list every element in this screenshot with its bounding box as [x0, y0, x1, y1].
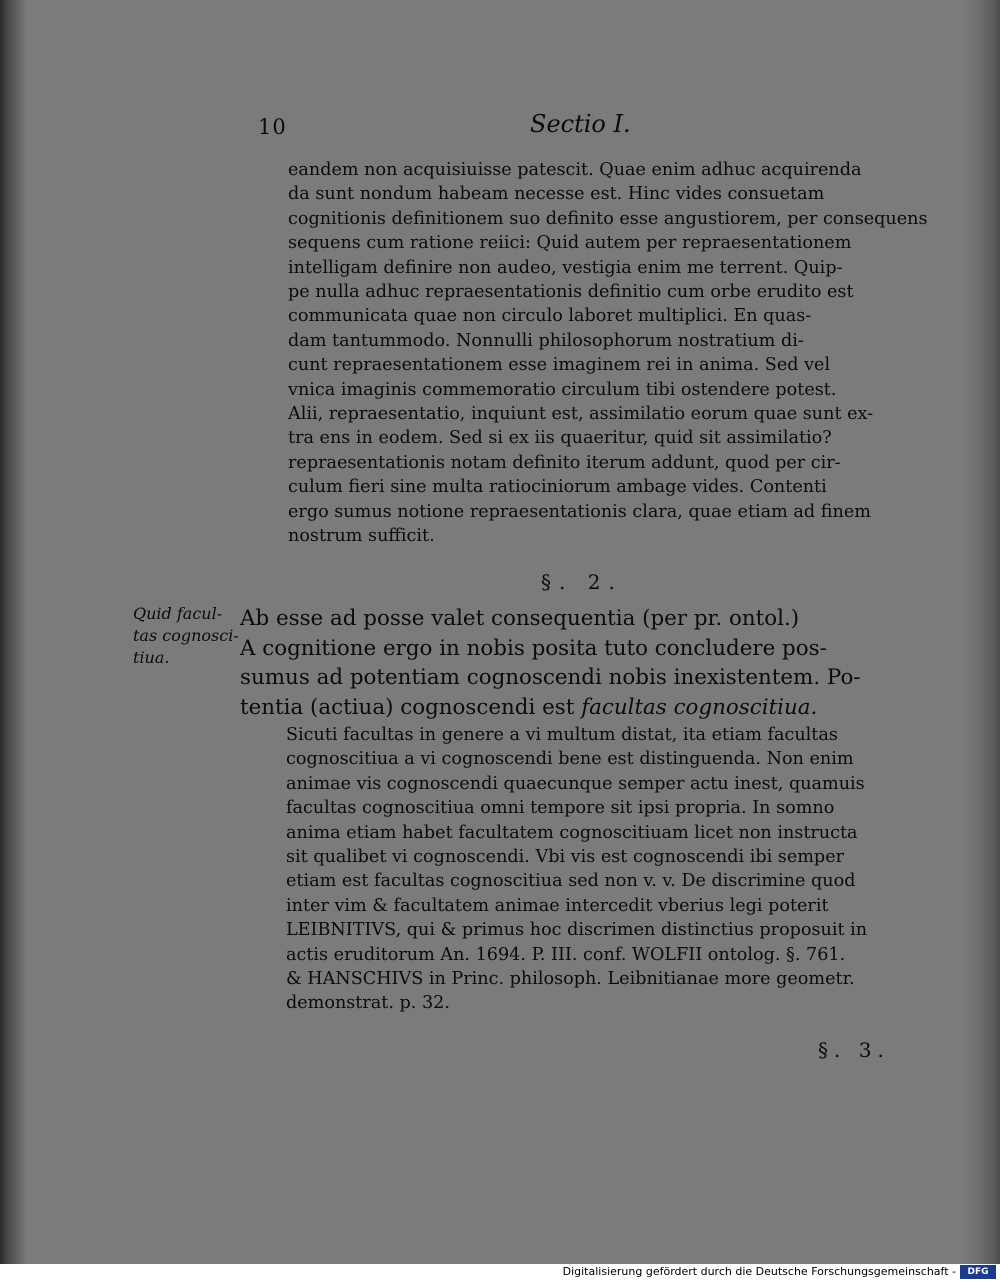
paragraph-2: [240, 604, 876, 722]
text-line: sumus ad potentiam cognoscendi nobis inexistentem. Po-: [240, 665, 861, 690]
text-line: A cognitione ergo in nobis posita tuto concludere pos-: [240, 635, 827, 661]
footer-bar: [0, 1264, 1000, 1281]
text-line: dam tantummodo. Nonnulli philosophorum nostratium di-: [288, 330, 804, 351]
text-line: Alii, repraesentatio, inquiunt est, assimilatio eorum quae sunt ex-: [288, 404, 874, 425]
paragraph-1: [288, 158, 928, 549]
text-line: LEIBNITIVS, qui & primus hoc discrimen distinctius proposuit in: [286, 920, 868, 941]
text-line: sit qualibet vi cognoscendi. Vbi vis est cognoscendi ibi semper: [286, 847, 845, 868]
margin-note-line: Quid facul-: [133, 604, 223, 623]
defined-term: facultas cognoscitiua.: [581, 694, 818, 720]
text-line: Sicuti facultas in genere a vi multum distat, ita etiam facultas: [286, 725, 838, 745]
text-line-with-term: [240, 693, 876, 723]
text-line: cognoscitiua a vi cognoscendi bene est distinguenda. Non enim: [286, 749, 854, 770]
text-line: cognitionis definitionem suo definito esse angustiorem, per consequens: [288, 208, 928, 229]
text-line: vnica imaginis commemoratio circulum tibi ostendere potest.: [288, 379, 837, 400]
text-line: anima etiam habet facultatem cognoscitiuam licet non instructa: [286, 822, 858, 843]
text-line: intelligam definire non audeo, vestigia enim me terrent. Quip-: [288, 257, 843, 278]
text-line: etiam est facultas cognoscitiua sed non v. v. De discrimine quod: [286, 871, 856, 892]
text-line: Ab esse ad posse valet consequentia (per pr. ontol.): [240, 606, 800, 631]
catchword: §. 3.: [818, 1038, 890, 1062]
text-line: nostrum sufficit.: [288, 526, 435, 547]
margin-note-line: tiua.: [133, 648, 170, 667]
running-head: Sectio I.: [530, 110, 631, 138]
text-line: demonstrat. p. 32.: [286, 993, 450, 1014]
text-line: sequens cum ratione reiici: Quid autem per repraesentationem: [288, 233, 852, 254]
dfg-logo: DFG: [960, 1265, 996, 1279]
text-fragment: tentia (actiua) cognoscendi est: [240, 694, 582, 720]
text-line: cunt repraesentationem esse imaginem rei in anima. Sed vel: [288, 355, 831, 376]
text-line: da sunt nondum habeam necesse est. Hinc vides consuetam: [288, 184, 825, 205]
page-number: 10: [258, 115, 287, 139]
text-line: eandem non acquisiuisse patescit. Quae enim adhuc acquirenda: [288, 160, 862, 180]
text-line: pe nulla adhuc repraesentationis definitio cum orbe erudito est: [288, 282, 854, 303]
margin-note-line: tas cognosci-: [133, 626, 239, 645]
text-line: actis eruditorum An. 1694. P. III. conf. WOLFII ontolog. §. 761.: [286, 944, 846, 965]
text-line: ergo sumus notione repraesentationis clara, quae etiam ad finem: [288, 501, 871, 522]
paragraph-3: [286, 723, 876, 1016]
text-line: facultas cognoscitiua omni tempore sit ipsi propria. In somno: [286, 798, 835, 819]
text-line: repraesentationis notam definito iterum addunt, quod per cir-: [288, 452, 841, 473]
text-line: culum fieri sine multa ratiociniorum ambage vides. Contenti: [288, 477, 827, 498]
page-edge-shadow: [964, 0, 1000, 1264]
text-line: communicata quae non circulo laboret multiplici. En quas-: [288, 306, 812, 327]
text-line: inter vim & facultatem animae intercedit vberius legi poterit: [286, 895, 829, 916]
text-line: & HANSCHIVS in Princ. philosoph. Leibnitianae more geometr.: [286, 969, 855, 990]
text-line: tra ens in eodem. Sed si ex iis quaeritur, quid sit assimilatio?: [288, 428, 832, 449]
funding-notice: Digitalisierung gefördert durch die Deutsche Forschungsgemeinschaft -: [562, 1265, 956, 1278]
text-line: animae vis cognoscendi quaecunque semper actu inest, quamuis: [286, 773, 865, 794]
section-heading: §. 2.: [541, 570, 623, 594]
book-binding-shadow: [0, 0, 26, 1264]
